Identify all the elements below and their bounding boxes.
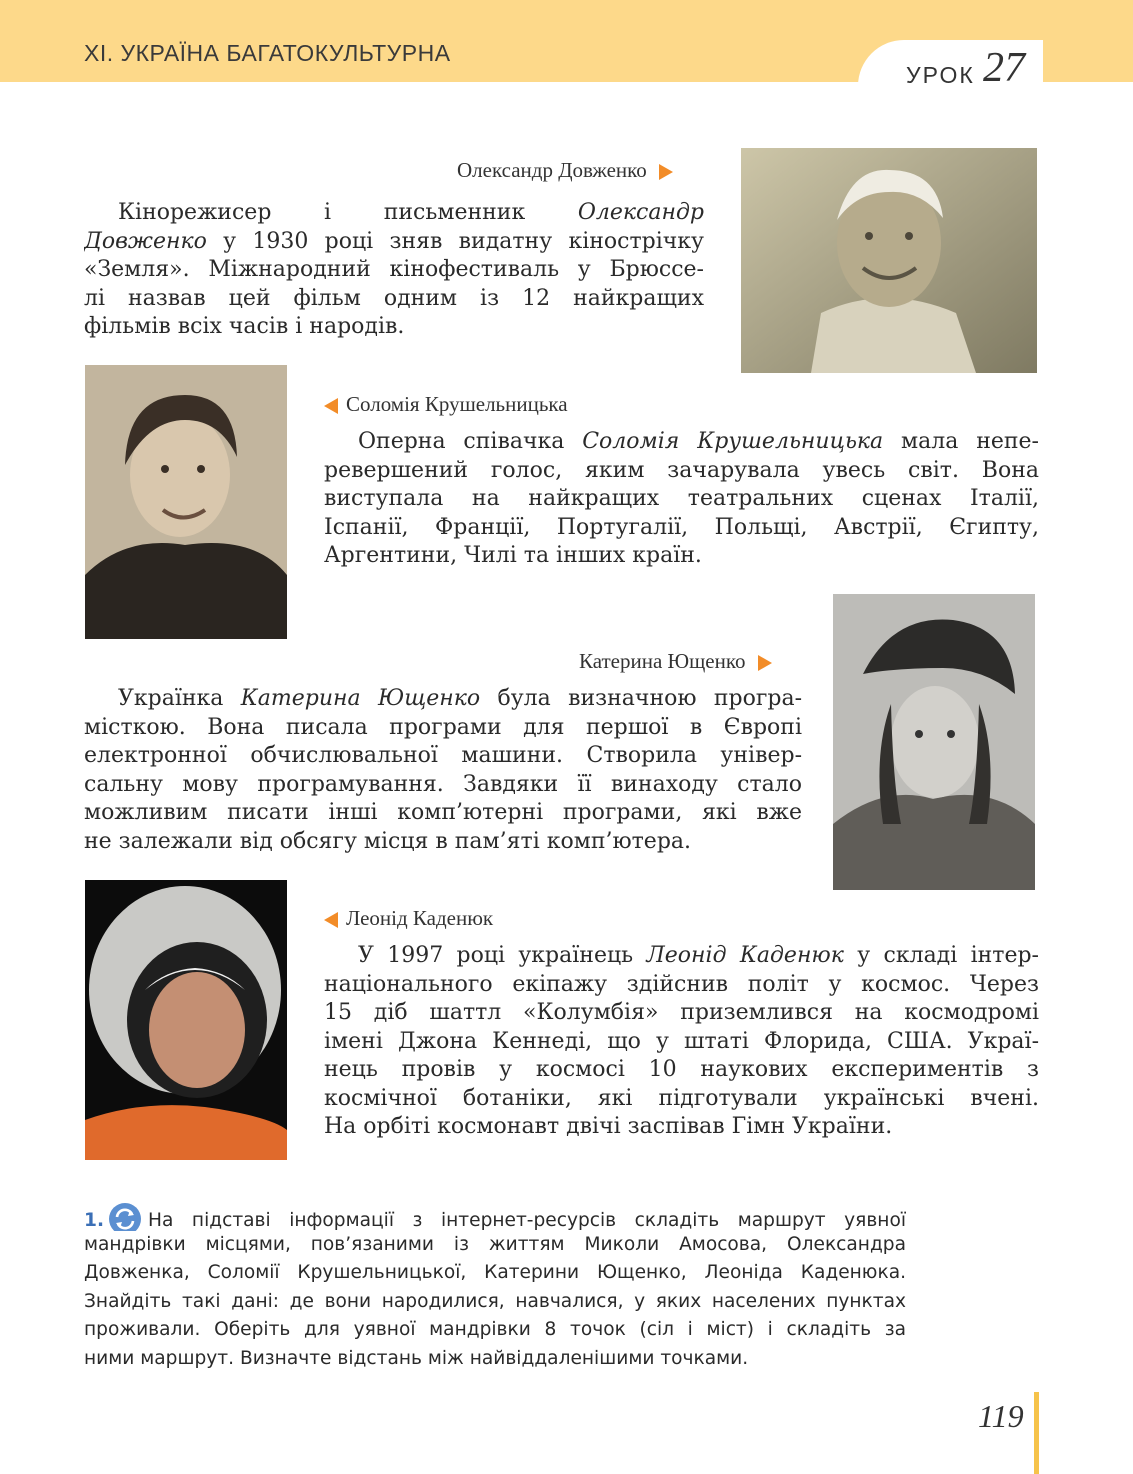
text-segment: імені Джона Кеннеді, що у штаті Флорида, США. Украї- bbox=[324, 1028, 1039, 1054]
paragraph-line bbox=[84, 828, 802, 857]
person-name: Леонід Каденюк bbox=[646, 943, 844, 968]
text-segment: фільмів всіх часів і народів. bbox=[84, 314, 405, 339]
paragraph-kadenyuk bbox=[324, 942, 1039, 1142]
caption-text: Соломія Крушельницька bbox=[346, 392, 568, 416]
text-segment: нець провів у космосі 10 наукових експериментів з bbox=[324, 1057, 1039, 1082]
paragraph-line bbox=[84, 199, 704, 228]
lesson-number: 27 bbox=[983, 45, 1025, 91]
paragraph-line bbox=[324, 1056, 1039, 1085]
text-segment: «Земля». Міжнародний кінофестиваль у Брюссе- bbox=[84, 257, 704, 282]
text-segment: ревершений голос, яким зачарувала увесь світ. Вона bbox=[324, 457, 1039, 483]
paragraph-line bbox=[324, 457, 1039, 486]
text-segment: у 1930 році зняв видатну кінострічку bbox=[206, 228, 704, 254]
task-block bbox=[84, 1202, 906, 1374]
photo-kadenyuk bbox=[85, 880, 287, 1160]
text-segment: Українка bbox=[118, 686, 241, 711]
paragraph-line bbox=[324, 1028, 1039, 1057]
task-line: ними маршрут. Визначте відстань між найвіддаленішими точками. bbox=[84, 1347, 749, 1369]
text-segment: у складі інтер- bbox=[843, 943, 1039, 968]
task-text: На підставі інформації з інтернет-ресурсів складіть маршрут уявної bbox=[148, 1210, 906, 1231]
paragraph-line bbox=[324, 485, 1039, 514]
text-segment: Аргентини, Чилі та інших країн. bbox=[324, 543, 702, 568]
text-segment: Кінорежисер і письменник bbox=[118, 200, 578, 225]
text-segment: лі назвав цей фільм одним із 12 найкращих bbox=[84, 285, 704, 311]
paragraph-krushelnytska bbox=[324, 428, 1039, 571]
text-segment: електронної обчислювальної машини. Створила універ- bbox=[84, 743, 802, 768]
refresh-cycle-icon bbox=[108, 1202, 142, 1231]
text-segment: 15 діб шаттл «Колумбія» приземлився на космодромі bbox=[324, 1000, 1039, 1025]
task-line: мандрівки місцями, пов’язаними із життям Миколи Амосова, Олександра bbox=[84, 1233, 906, 1255]
photo-dovzhenko bbox=[741, 148, 1037, 373]
page-number: 119 bbox=[978, 1398, 1024, 1434]
paragraph-line bbox=[324, 1113, 1039, 1142]
task-line bbox=[84, 1202, 906, 1231]
paragraph-line bbox=[84, 313, 704, 342]
paragraph-yushchenko bbox=[84, 685, 802, 856]
paragraph-line bbox=[84, 771, 802, 800]
page-marker-bar bbox=[1034, 1392, 1039, 1474]
text-segment: Іспанії, Франції, Португалії, Польщі, Австрії, Єгипту, bbox=[324, 514, 1039, 540]
arrow-right-icon bbox=[659, 164, 673, 180]
text-segment: космічної ботаніки, які підготували українські вчені. bbox=[324, 1085, 1039, 1111]
task-line: Знайдіть такі дані: де вони народилися, навчалися, у яких населених пунктах bbox=[84, 1290, 906, 1312]
arrow-right-icon bbox=[758, 655, 772, 671]
paragraph-line bbox=[324, 428, 1039, 457]
section-title: XI. УКРАЇНА БАГАТОКУЛЬТУРНА bbox=[84, 40, 451, 66]
photo-yushchenko bbox=[833, 594, 1035, 890]
person-name: Соломія Крушельницька bbox=[582, 429, 884, 454]
text-segment: сальну мову програмування. Завдяки її винаходу стало bbox=[84, 771, 802, 797]
paragraph-line bbox=[324, 999, 1039, 1028]
lesson-label: УРОК bbox=[906, 62, 975, 88]
task-line: проживали. Оберіть для уявної мандрівки 8 точок (сіл і міст) і складіть за bbox=[84, 1319, 906, 1341]
task-number: 1. bbox=[84, 1210, 105, 1231]
paragraph-line bbox=[324, 514, 1039, 543]
text-segment: національного екіпажу здійснив політ у космос. Через bbox=[324, 971, 1039, 997]
caption-text: Олександр Довженко bbox=[457, 158, 647, 182]
paragraph-line bbox=[84, 714, 802, 743]
person-name: Довженко bbox=[84, 228, 207, 254]
paragraph-line bbox=[324, 542, 1039, 571]
person-name: Олександр bbox=[577, 200, 704, 225]
paragraph-line bbox=[84, 285, 704, 314]
text-segment: На орбіті космонавт двічі заспівав Гімн України. bbox=[324, 1114, 893, 1139]
caption-krushelnytska bbox=[324, 392, 568, 417]
text-segment: виступала на найкращих театральних сценах Італії, bbox=[324, 486, 1039, 511]
paragraph-line bbox=[84, 685, 802, 714]
text-segment: місткою. Вона писала програми для першої в Європі bbox=[84, 714, 802, 740]
caption-yushchenko bbox=[579, 649, 772, 674]
paragraph-dovzhenko bbox=[84, 199, 704, 342]
caption-text: Леонід Каденюк bbox=[346, 906, 494, 930]
caption-dovzhenko bbox=[457, 158, 673, 183]
text-segment: У 1997 році українець bbox=[358, 943, 647, 968]
paragraph-line bbox=[84, 799, 802, 828]
text-segment: була визначною програ- bbox=[480, 686, 802, 711]
paragraph-line bbox=[84, 742, 802, 771]
paragraph-line bbox=[324, 971, 1039, 1000]
paragraph-line bbox=[324, 1085, 1039, 1114]
arrow-left-icon bbox=[324, 912, 338, 928]
text-segment: Оперна співачка bbox=[358, 429, 583, 454]
paragraph-line bbox=[84, 228, 704, 257]
caption-kadenyuk bbox=[324, 906, 493, 931]
text-segment: не залежали від обсягу місця в пам’яті комп’ютера. bbox=[84, 828, 692, 854]
photo-krushelnytska bbox=[85, 365, 287, 639]
person-name: Катерина Ющенко bbox=[240, 686, 481, 711]
text-segment: мала непе- bbox=[883, 429, 1039, 454]
text-segment: можливим писати інші комп’ютерні програми, які вже bbox=[84, 800, 802, 825]
caption-text: Катерина Ющенко bbox=[579, 649, 746, 673]
paragraph-line bbox=[324, 942, 1039, 971]
task-line: Довженка, Соломії Крушельницької, Катерини Ющенко, Леоніда Каденюка. bbox=[84, 1262, 906, 1284]
arrow-left-icon bbox=[324, 398, 338, 414]
paragraph-line bbox=[84, 256, 704, 285]
